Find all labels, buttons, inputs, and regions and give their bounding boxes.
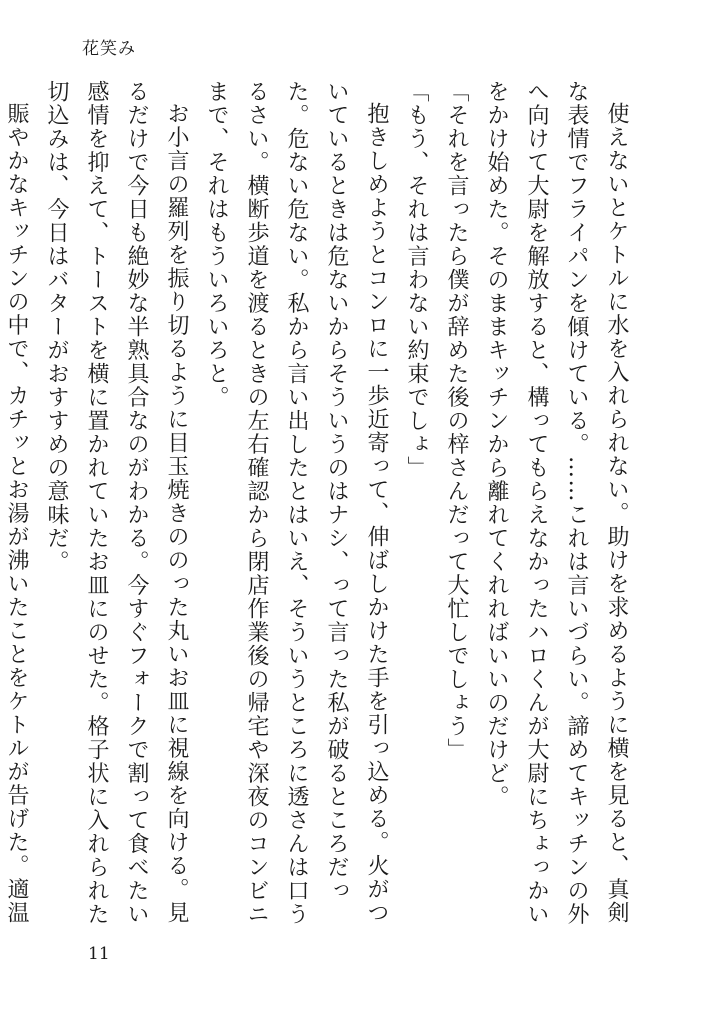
dialogue-2: 「もう、それは言わない約束でしょ」 <box>404 80 429 480</box>
paragraph-2: 抱きしめようとコンロに一歩近寄って、伸ばしかけた手を引っ込める。火がついているときは危ないからそういうのはナシ、って言った私が破るところだった。危ない危ない。私から言い出したとはいえ、そういうところに透さんは口うるさい。横断歩道を渡るときの左右確認から閉店作業後の帰宅や深夜のコンビニまで、それはもういろいろと。 <box>204 80 389 926</box>
page-number: 11 <box>88 944 110 964</box>
paragraph-4: 賑やかなキッチンの中で、カチッとお湯が沸いたことをケトルが告げた。適温 <box>4 102 29 925</box>
dialogue-1: 「それを言ったら僕が辞めた後の梓さんだって大忙しでしょう」 <box>444 80 469 762</box>
running-header: 花笑み <box>82 39 136 59</box>
paragraph-3: お小言の羅列を振り切るように目玉焼きののった丸いお皿に視線を向ける。見るだけで今日も絶妙な半熟具合なのがわかる。今すぐフォークで割って食べたい感情を抑えて、トーストを横に置かれていたお皿にのせた。格子状に入れられた切込みは、今日はバターがおすすめの意味だ。 <box>44 80 189 926</box>
paragraph-1: 使えないとケトルに水を入れられない。助けを求めるように横を見ると、真剣な表情でフライパンを傾けている。……これは言いづらい。諦めてキッチンの外へ向けて大尉を解放すると、構ってもらえなかったハロくんが大尉にちょっかいをかけ始めた。そのままキッチンから離れてくれればいいのだけど。 <box>484 80 629 926</box>
body-text <box>4 80 636 930</box>
